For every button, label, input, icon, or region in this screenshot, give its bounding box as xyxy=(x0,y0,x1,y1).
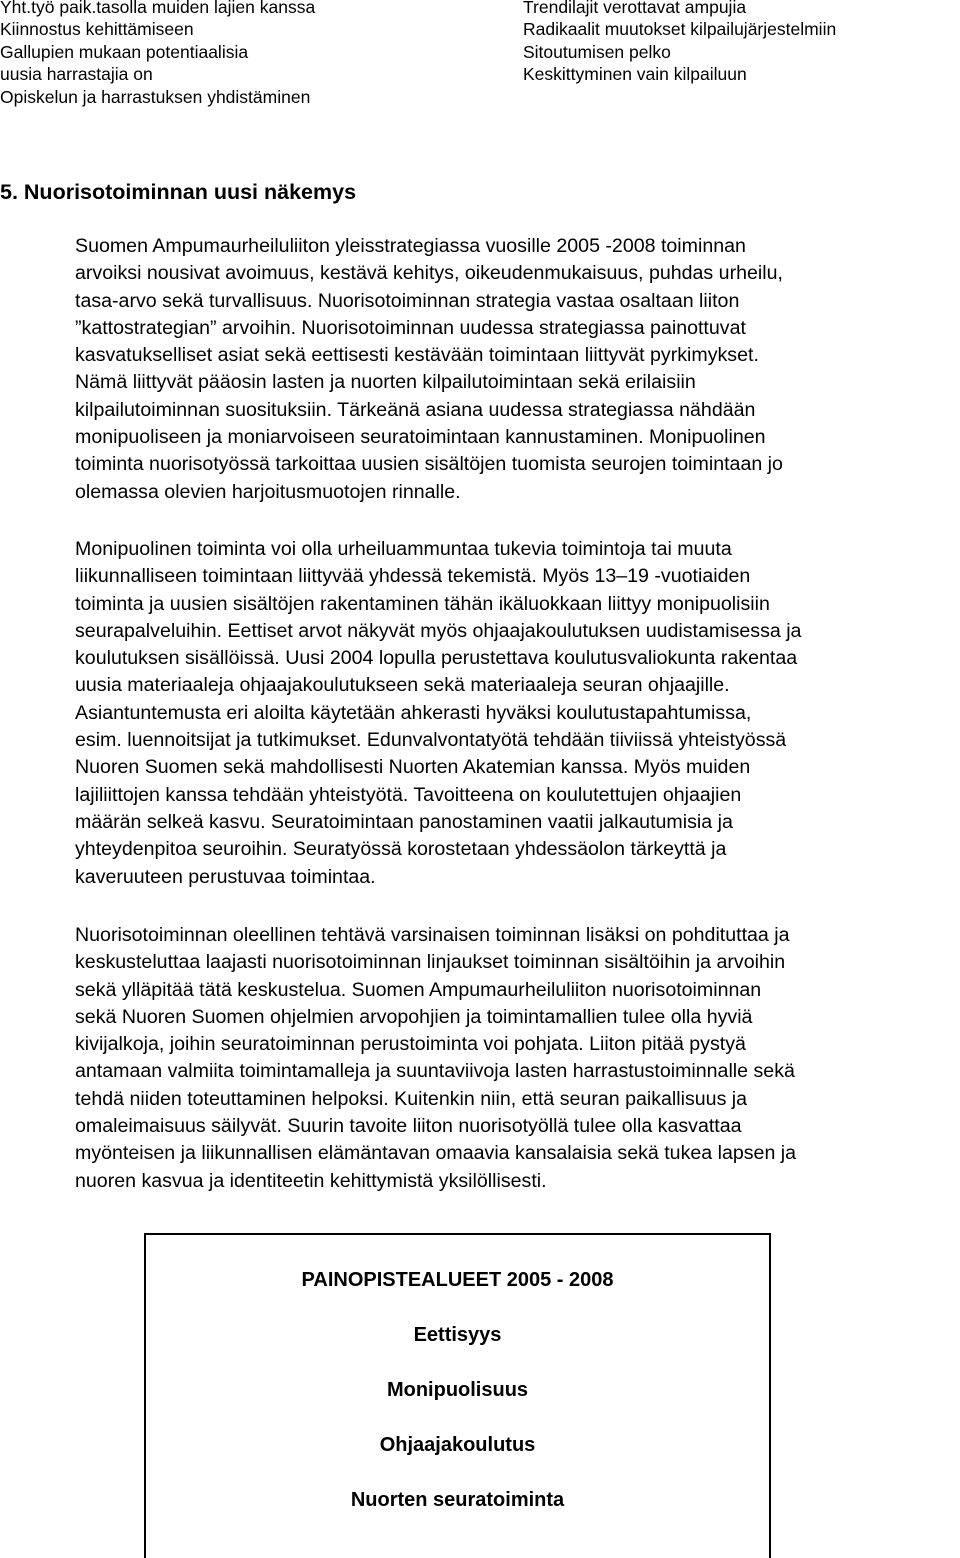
text-line: sekä ylläpitää tätä keskustelua. Suomen Ampumaurheiluliiton nuorisotoiminnan xyxy=(75,978,762,1001)
list-item: Yht.työ paik.tasolla muiden lajien kanssa xyxy=(0,0,316,17)
text-line: uusia materiaaleja ohjaajakoulutukseen sekä materiaaleja seuran ohjaajille. xyxy=(75,674,730,697)
text-line: olemassa olevien harjoitusmuotojen rinnalle. xyxy=(75,480,461,503)
text-line: Monipuolinen toiminta voi olla urheiluammuntaa tukevia toimintoja tai muuta xyxy=(75,538,732,560)
priority-areas-box xyxy=(144,1233,771,1558)
text-line: koulutuksen sisällöissä. Uusi 2004 lopulla perustettava koulutusvaliokunta rakentaa xyxy=(75,647,798,670)
text-line: määrän selkeä kasvu. Seuratoimintaan panostaminen vaatii jalkautumisia ja xyxy=(75,810,733,833)
left-list xyxy=(0,0,315,108)
list-item: Gallupien mukaan potentiaalisia xyxy=(0,41,249,62)
text-line: toiminta ja uusien sisältöjen rakentaminen tähän ikäluokkaan liittyy monipuolisiin xyxy=(75,592,770,615)
priority-item: Ohjaajakoulutus xyxy=(379,1434,536,1456)
list-item: Kiinnostus kehittämiseen xyxy=(0,19,194,40)
text-line: kasvatukselliset asiat sekä eettisesti kestävään toimintaan liittyvät pyrkimykset. xyxy=(75,344,759,367)
list-item: Radikaalit muutokset kilpailujärjestelmiin xyxy=(523,19,837,40)
text-line: arvoiksi nousivat avoimuus, kestävä kehitys, oikeudenmukaisuus, puhdas urheilu, xyxy=(75,262,783,285)
list-item: Keskittyminen vain kilpailuun xyxy=(523,64,747,85)
list-item: Opiskelun ja harrastuksen yhdistäminen xyxy=(0,86,311,107)
list-item: Sitoutumisen pelko xyxy=(523,41,671,62)
section-heading: 5. Nuorisotoiminnan uusi näkemys xyxy=(0,180,357,204)
text-line: esim. luennoitsijat ja tutkimukset. Edunvalvontatyötä tehdään tiiviissä yhteistyössä xyxy=(75,729,787,752)
priority-item: Monipuolisuus xyxy=(386,1379,529,1401)
text-line: omaleimaisuus säilyvät. Suurin tavoite liiton nuorisotyöllä tulee olla kasvattaa xyxy=(75,1115,742,1138)
text-line: liikunnalliseen toimintaan liittyvää yhdessä tekemistä. Myös 13–19 -vuotiaiden xyxy=(75,565,751,588)
text-line: tehdä niiden toteuttaminen helpoksi. Kuitenkin niin, että seuran paikallisuus ja xyxy=(75,1087,748,1110)
text-line: ”kattostrategian” arvoihin. Nuorisotoiminnan uudessa strategiassa painottuvat xyxy=(75,316,746,339)
priority-item: Eettisyys xyxy=(413,1324,502,1346)
paragraph xyxy=(75,536,960,891)
text-line: tasa-arvo sekä turvallisuus. Nuorisotoiminnan strategia vastaa osaltaan liiton xyxy=(75,289,740,312)
text-line: Nuoren Suomen sekä mahdollisesti Nuorten Akatemian kanssa. Myös muiden xyxy=(75,756,751,779)
priority-item: Nuorten seuratoiminta xyxy=(350,1489,565,1511)
text-line: monipuoliseen ja moniarvoiseen seuratoimintaan kannustaminen. Monipuolinen xyxy=(75,426,766,449)
text-line: antamaan valmiita toimintamalleja ja suuntaviivoja lasten harrastustoiminnalle sekä xyxy=(75,1060,795,1083)
paragraph xyxy=(75,922,960,1195)
priority-box-title: PAINOPISTEALUEET 2005 - 2008 xyxy=(301,1269,614,1291)
list-item: Trendilajit verottavat ampujia xyxy=(523,0,747,17)
text-line: lajiliittojen kanssa tehdään yhteistyötä. Tavoitteena on koulutettujen ohjaajien xyxy=(75,783,742,806)
top-lists xyxy=(0,0,960,112)
text-line: kilpailutoiminnan suosituksiin. Tärkeänä asiana uudessa strategiassa nähdään xyxy=(75,398,756,421)
text-line: Suomen Ampumaurheiluliiton yleisstrategiassa vuosille 2005 -2008 toiminnan xyxy=(75,235,746,257)
text-line: kivijalkoja, joihin seuratoiminnan perustoiminta voi pohjata. Liiton pitää pystyä xyxy=(75,1033,746,1056)
text-line: Asiantuntemusta eri aloilta käytetään ahkerasti hyväksi koulutustapahtumissa, xyxy=(75,701,752,724)
text-line: kaveruuteen perustuvaa toimintaa. xyxy=(75,865,376,888)
text-line: toiminta nuorisotyössä tarkoittaa uusien sisältöjen tuomista seurojen toimintaan jo xyxy=(75,453,783,476)
text-line: keskusteluttaa laajasti nuorisotoiminnan linjaukset toiminnan sisältöihin ja arvoihin xyxy=(75,951,786,974)
paragraph xyxy=(75,233,960,506)
text-line: myönteisen ja liikunnallisen elämäntavan omaavia kansalaisia sekä tukea lapsen ja xyxy=(75,1142,797,1165)
text-line: yhteydenpitoa seuroihin. Seuratyössä korostetaan yhdessäolon tärkeyttä ja xyxy=(75,838,727,861)
text-line: Nuorisotoiminnan oleellinen tehtävä varsinaisen toiminnan lisäksi on pohdituttaa ja xyxy=(75,924,790,946)
text-line: seurapalveluihin. Eettiset arvot näkyvät myös ohjaajakoulutuksen uudistamisessa ja xyxy=(75,619,802,642)
text-line: Nämä liittyvät pääosin lasten ja nuorten kilpailutoimintaan sekä erilaisiin xyxy=(75,371,696,394)
text-line: sekä Nuoren Suomen ohjelmien arvopohjien ja toimintamallien tulee olla hyviä xyxy=(75,1005,753,1028)
right-list xyxy=(523,0,836,86)
text-line: nuoren kasvua ja identiteetin kehittymistä yksilöllisesti. xyxy=(75,1169,547,1192)
list-item: uusia harrastajia on xyxy=(0,64,153,85)
